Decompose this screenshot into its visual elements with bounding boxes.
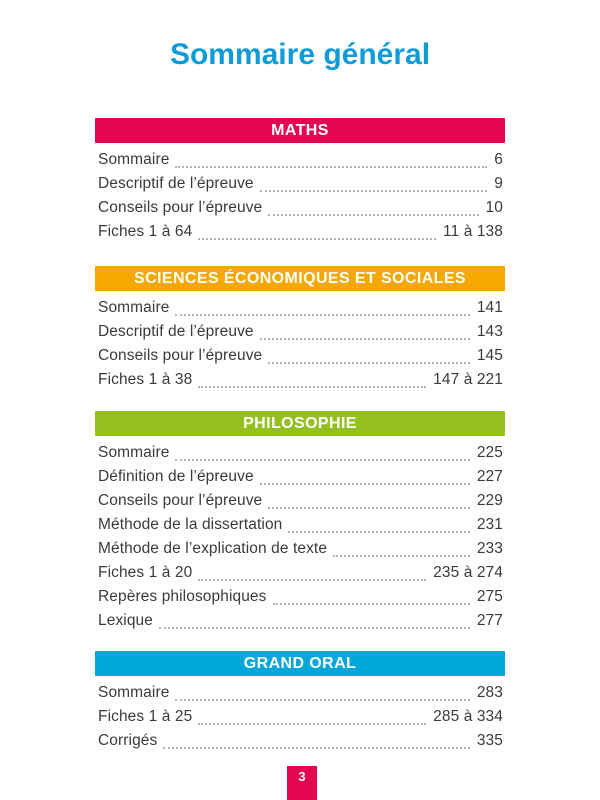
toc-entry-page: 275	[476, 588, 503, 605]
toc-entry-label: Lexique	[98, 612, 153, 629]
toc-entry	[98, 175, 503, 199]
section-maths	[95, 118, 505, 247]
toc-entry-page: 225	[476, 444, 503, 461]
toc-entry	[98, 708, 503, 732]
toc-entry-page: 235 à 274	[433, 564, 503, 581]
toc-entry-page: 147 à 221	[433, 371, 503, 388]
toc-entry	[98, 540, 503, 564]
toc-entry-label: Définition de l’épreuve	[98, 468, 254, 485]
toc-entry-page: 229	[476, 492, 503, 509]
toc-entry-label: Sommaire	[98, 684, 170, 701]
toc-entry-label: Sommaire	[98, 151, 170, 168]
toc-list-grand-oral	[95, 676, 505, 756]
toc-list-ses	[95, 291, 505, 395]
section-header-label: SCIENCES ÉCONOMIQUES ET SOCIALES	[134, 270, 466, 287]
toc-entry-label: Sommaire	[98, 299, 170, 316]
toc-entry-label: Descriptif de l’épreuve	[98, 175, 254, 192]
toc-entry	[98, 299, 503, 323]
toc-entry-label: Fiches 1 à 64	[98, 223, 193, 240]
section-philosophie	[95, 411, 505, 636]
dot-leader	[260, 338, 470, 340]
toc-entry	[98, 199, 503, 223]
toc-entry	[98, 347, 503, 371]
dot-leader	[175, 459, 469, 461]
dot-leader	[273, 603, 470, 605]
toc-entry-page: 9	[494, 175, 503, 192]
toc-entry-label: Méthode de l’explication de texte	[98, 540, 328, 557]
dot-leader	[175, 699, 469, 701]
toc-entry-page: 277	[476, 612, 503, 629]
dot-leader	[268, 362, 470, 364]
dot-leader	[163, 747, 469, 749]
dot-leader	[268, 214, 478, 216]
toc-entry	[98, 151, 503, 175]
toc-entry	[98, 371, 503, 395]
toc-entry-label: Corrigés	[98, 732, 158, 749]
dot-leader	[333, 555, 470, 557]
dot-leader	[175, 166, 487, 168]
page-number: 3	[298, 769, 306, 784]
toc-entry-page: 335	[476, 732, 503, 749]
toc-entry-label: Conseils pour l’épreuve	[98, 347, 263, 364]
toc-entry	[98, 323, 503, 347]
toc-entry-label: Méthode de la dissertation	[98, 516, 283, 533]
dot-leader	[288, 531, 469, 533]
toc-list-maths	[95, 143, 505, 247]
toc-entry	[98, 492, 503, 516]
page-number-badge	[287, 766, 317, 800]
dot-leader	[198, 723, 426, 725]
dot-leader	[159, 627, 470, 629]
dot-leader	[198, 579, 426, 581]
toc-entry	[98, 612, 503, 636]
section-header-label: GRAND ORAL	[243, 655, 357, 672]
toc-entry-page: 145	[476, 347, 503, 364]
section-header-label: MATHS	[271, 122, 329, 139]
section-grand-oral	[95, 651, 505, 756]
toc-entry-page: 285 à 334	[433, 708, 503, 725]
section-header-label: PHILOSOPHIE	[243, 415, 357, 432]
toc-entry	[98, 732, 503, 756]
toc-list-philosophie	[95, 436, 505, 636]
section-header-ses	[95, 266, 505, 291]
toc-entry-page: 6	[494, 151, 503, 168]
toc-entry-page: 233	[476, 540, 503, 557]
section-header-grand-oral	[95, 651, 505, 676]
toc-entry-page: 141	[476, 299, 503, 316]
section-header-maths	[95, 118, 505, 143]
toc-entry-label: Sommaire	[98, 444, 170, 461]
toc-entry	[98, 564, 503, 588]
section-ses	[95, 266, 505, 395]
toc-entry-page: 143	[476, 323, 503, 340]
toc-entry-label: Repères philosophiques	[98, 588, 267, 605]
toc-entry	[98, 588, 503, 612]
toc-entry-label: Fiches 1 à 25	[98, 708, 193, 725]
toc-entry	[98, 468, 503, 492]
dot-leader	[175, 314, 469, 316]
dot-leader	[260, 190, 488, 192]
toc-entry	[98, 516, 503, 540]
toc-entry	[98, 223, 503, 247]
dot-leader	[198, 386, 426, 388]
toc-entry	[98, 444, 503, 468]
dot-leader	[268, 507, 470, 509]
toc-entry	[98, 684, 503, 708]
toc-entry-label: Conseils pour l’épreuve	[98, 199, 263, 216]
toc-entry-label: Conseils pour l’épreuve	[98, 492, 263, 509]
toc-content	[95, 118, 505, 756]
toc-entry-page: 227	[476, 468, 503, 485]
dot-leader	[260, 483, 470, 485]
toc-entry-label: Fiches 1 à 38	[98, 371, 193, 388]
page-title: Sommaire général	[169, 38, 431, 71]
section-header-philosophie	[95, 411, 505, 436]
toc-entry-label: Fiches 1 à 20	[98, 564, 193, 581]
dot-leader	[198, 238, 436, 240]
toc-entry-page: 10	[485, 199, 503, 216]
toc-entry-page: 11 à 138	[443, 223, 503, 240]
toc-entry-label: Descriptif de l’épreuve	[98, 323, 254, 340]
toc-entry-page: 283	[476, 684, 503, 701]
toc-entry-page: 231	[476, 516, 503, 533]
